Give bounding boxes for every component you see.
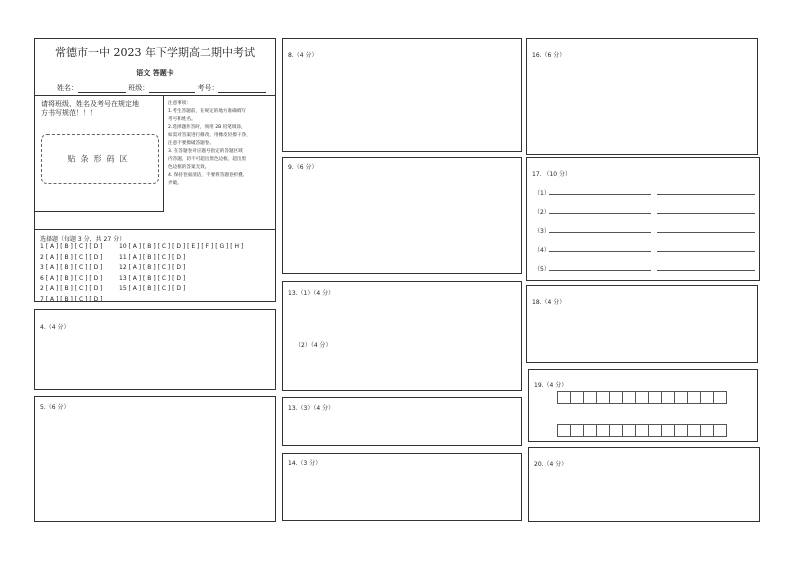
name-label: 姓名： [57, 84, 78, 92]
answer-line[interactable] [549, 232, 651, 233]
class-label: 班级： [128, 84, 150, 92]
item-label: （2） [534, 209, 550, 216]
character-grid[interactable] [557, 391, 726, 404]
grid-cell[interactable] [674, 391, 688, 404]
choice-row[interactable]: 1 [ A ] [ B ] [ C ] [ D ] [40, 243, 103, 250]
answer-box-q4[interactable] [34, 309, 276, 390]
grid-cell[interactable] [713, 391, 727, 404]
class-field[interactable] [149, 85, 195, 93]
answer-box-q8[interactable] [282, 38, 522, 152]
grid-cell[interactable] [583, 391, 597, 404]
question-label: 17. （10 分） [532, 171, 571, 178]
grid-cell[interactable] [687, 391, 701, 404]
note-line: 1.考生答题前，在规定的地方准确填写 [168, 109, 246, 114]
barcode-label: 贴条形码区 [67, 154, 133, 164]
answer-line[interactable] [549, 251, 651, 252]
choice-row[interactable]: 6 [ A ] [ B ] [ C ] [ D ] [40, 274, 103, 282]
grid-cell[interactable] [570, 424, 584, 437]
grid-cell[interactable] [700, 424, 714, 437]
choice-row[interactable]: 7 [ A ] [ B ] [ C ] [ D ] [40, 295, 103, 303]
answer-box-q13-1-2[interactable] [282, 281, 522, 391]
grid-cell[interactable] [661, 424, 675, 437]
answer-line[interactable] [549, 194, 651, 195]
choice-heading: 选择题（每题 3 分，共 27 分） [40, 236, 126, 243]
choice-row[interactable]: 15 [ A ] [ B ] [ C ] [ D ] [119, 285, 186, 292]
choice-right-column [119, 242, 243, 295]
question-label: 13.（3）（4 分） [288, 405, 335, 412]
choice-row[interactable]: 13 [ A ] [ B ] [ C ] [ D ] [119, 274, 186, 282]
warning-line: 方书写规范！！！ [41, 109, 97, 117]
name-field[interactable] [78, 85, 126, 93]
choice-row[interactable]: 2 [ A ] [ B ] [ C ] [ D ] [40, 285, 103, 292]
answer-box-q9[interactable] [282, 157, 522, 274]
item-label: （5） [534, 266, 550, 273]
grid-cell[interactable] [609, 424, 623, 437]
divider [163, 95, 164, 211]
grid-cell[interactable] [596, 391, 610, 404]
notes [168, 100, 251, 188]
question-label: 5.（6 分） [40, 404, 70, 411]
question-label: 20.（4 分） [534, 461, 568, 468]
note-line: 4. 保持卷面清洁，不要将答题卷折叠、 [168, 173, 248, 178]
grid-cell[interactable] [713, 424, 727, 437]
id-field[interactable] [218, 85, 266, 93]
grid-cell[interactable] [596, 424, 610, 437]
note-line: 如需对答案进行修改，用橡皮轻擦干净， [168, 133, 251, 138]
question-label: 13.（1）（4 分） [288, 290, 335, 297]
answer-line[interactable] [657, 232, 755, 233]
answer-box-q19[interactable] [528, 369, 758, 442]
grid-cell[interactable] [622, 424, 636, 437]
question-label: 8.（4 分） [288, 52, 318, 59]
answer-box-q16[interactable] [526, 38, 758, 155]
grid-cell[interactable] [570, 391, 584, 404]
note-line: 2.选择题作答时，须用 2B 铅笔填涂， [168, 125, 246, 130]
question-label: 18.（4 分） [532, 299, 566, 306]
choice-row[interactable]: 11 [ A ] [ B ] [ C ] [ D ] [119, 253, 186, 261]
choice-row[interactable]: 12 [ A ] [ B ] [ C ] [ D ] [119, 264, 186, 271]
note-line: 3. 在答题卷对应题号指定的答题区域 [168, 149, 243, 154]
grid-cell[interactable] [609, 391, 623, 404]
answer-box-q18[interactable] [526, 285, 758, 363]
note-line: 弄破。 [168, 181, 182, 186]
note-line: 内答题，切不可超出黑色边框，超出黑 [168, 157, 247, 162]
answer-box-q13-3[interactable] [282, 397, 522, 446]
grid-cell[interactable] [622, 391, 636, 404]
choice-row[interactable]: 10 [ A ] [ B ] [ C ] [ D ] [ E ] [ F ] [ G ] [ H ] [119, 243, 244, 250]
choice-row[interactable]: 3 [ A ] [ B ] [ C ] [ D ] [40, 264, 103, 271]
answer-box-q17[interactable] [526, 157, 760, 281]
question-label: 4.（4 分） [40, 324, 70, 331]
item-label: （1） [534, 190, 550, 197]
grid-cell[interactable] [557, 391, 571, 404]
grid-cell[interactable] [661, 391, 675, 404]
question-label: 16.（6 分） [532, 52, 566, 59]
divider [35, 229, 275, 230]
note-line: 注意不要擦破答题卷。 [168, 141, 214, 146]
student-info-line [57, 83, 266, 93]
character-grid[interactable] [557, 424, 726, 437]
grid-cell[interactable] [674, 424, 688, 437]
write-info-warning [41, 100, 139, 118]
choice-left-column [40, 242, 102, 305]
grid-cell[interactable] [635, 424, 649, 437]
grid-cell[interactable] [687, 424, 701, 437]
header-panel [34, 38, 276, 302]
grid-cell[interactable] [648, 424, 662, 437]
grid-cell[interactable] [583, 424, 597, 437]
note-line: 色边框的答案无效。 [168, 165, 210, 170]
item-label: （4） [534, 247, 550, 254]
answer-line[interactable] [657, 194, 755, 195]
grid-cell[interactable] [700, 391, 714, 404]
notes-heading: 注意事项： [168, 101, 191, 106]
barcode-area [41, 134, 159, 184]
note-line: 考号和姓名。 [168, 117, 196, 122]
item-label: （3） [534, 228, 550, 235]
grid-cell[interactable] [635, 391, 649, 404]
choice-row[interactable]: 2 [ A ] [ B ] [ C ] [ D ] [40, 253, 103, 261]
question-label: 19.（4 分） [534, 382, 568, 389]
divider [35, 211, 164, 212]
answer-box-q5[interactable] [34, 396, 276, 522]
question-label: （2）（4 分） [295, 342, 332, 349]
answer-box-q20[interactable] [528, 447, 760, 522]
card-subtitle: 语文 答题卡 [136, 69, 174, 77]
answer-box-q14[interactable] [282, 453, 522, 521]
answer-line[interactable] [657, 251, 755, 252]
answer-line[interactable] [657, 270, 755, 271]
question-label: 9.（6 分） [288, 164, 318, 171]
answer-line[interactable] [549, 213, 651, 214]
grid-cell[interactable] [557, 424, 571, 437]
answer-line[interactable] [657, 213, 755, 214]
exam-title: 常德市一中 2023 年下学期高二期中考试 [55, 46, 255, 59]
warning-line: 请将班级、姓名及考号在规定地 [41, 100, 139, 108]
divider [35, 95, 275, 96]
answer-line[interactable] [549, 270, 651, 271]
question-label: 14.（3 分） [288, 460, 322, 467]
grid-cell[interactable] [648, 391, 662, 404]
id-label: 考号： [197, 84, 219, 92]
